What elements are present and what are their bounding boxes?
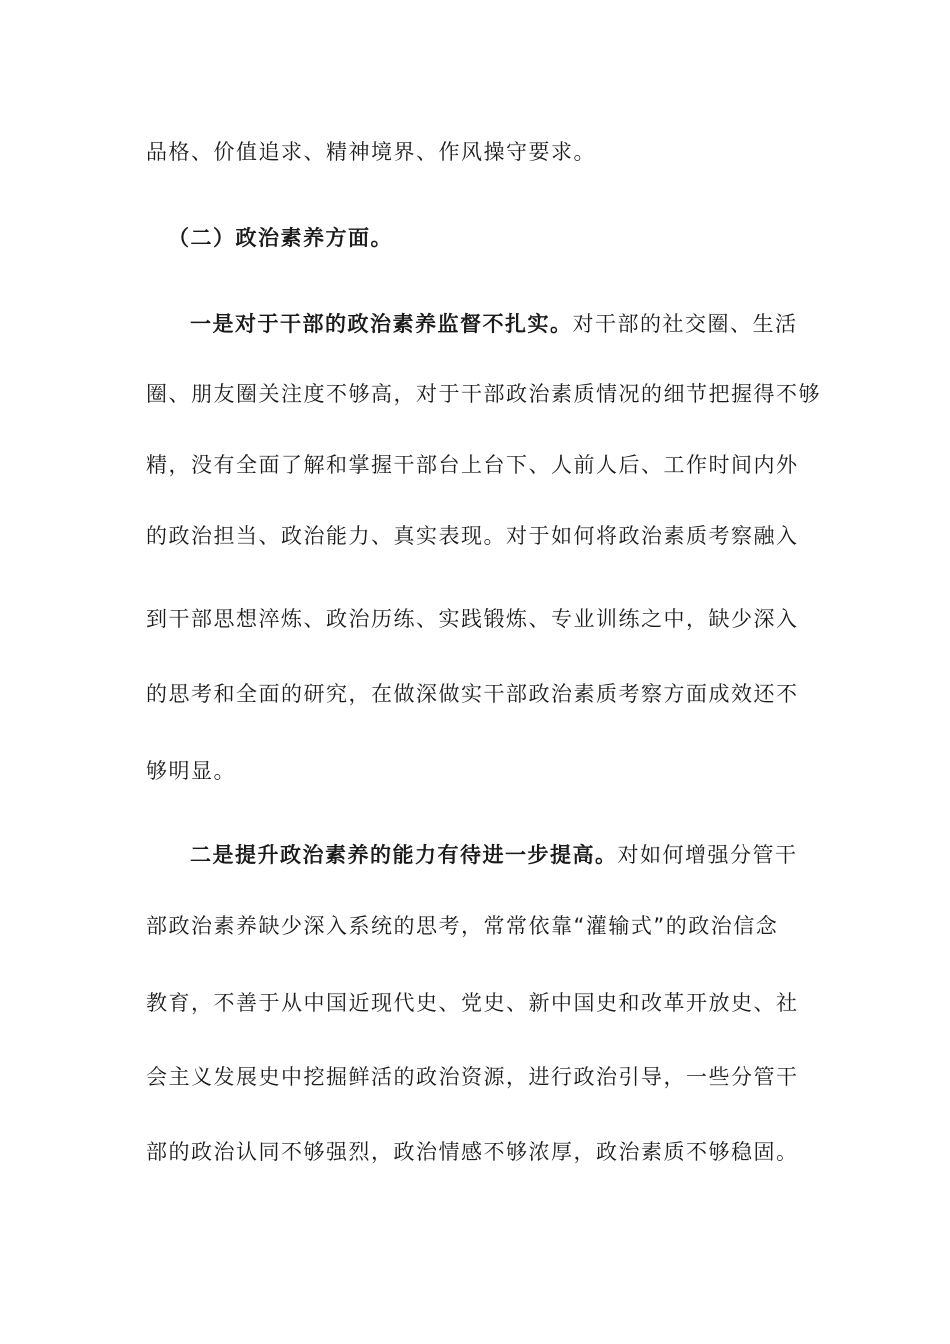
paragraph2-line: 部的政治认同不够强烈，政治情感不够浓厚，政治素质不够稳固。 [146,1140,799,1164]
paragraph1-line: 精，没有全面了解和掌握干部台上台下、人前人后、工作时间内外 [146,453,799,477]
paragraph1-lead: 一是对于干部的政治素养监督不扎实。 [190,312,573,336]
paragraph2-line: 会主义发展史中挖掘鲜活的政治资源，进行政治引导，一些分管干 [146,1065,799,1089]
paragraph1-first-line [190,310,798,338]
continuation-line: 品格、价值追求、精神境界、作风操守要求。 [146,140,596,164]
paragraph2-line: 部政治素养缺少深入系统的思考，常常依靠“灌输式”的政治信念 [146,914,779,938]
paragraph2-line: 对如何增强分管干 [617,843,798,867]
paragraph1-line: 够明显。 [146,759,236,783]
section-heading: （二）政治素养方面。 [168,226,393,250]
paragraph2-line: 教育，不善于从中国近现代史、党史、新中国史和改革开放史、社 [146,991,799,1015]
paragraph1-line: 对干部的社交圈、生活 [572,312,798,336]
paragraph1-line: 的思考和全面的研究，在做深做实干部政治素质考察方面成效还不 [146,682,799,706]
paragraph2-lead: 二是提升政治素养的能力有待进一步提高。 [190,843,618,867]
paragraph2-first-line [190,841,798,869]
paragraph1-line: 圈、朋友圈关注度不够高，对于干部政治素质情况的细节把握得不够 [146,382,821,406]
paragraph1-line: 的政治担当、政治能力、真实表现。对于如何将政治素质考察融入 [146,524,799,548]
paragraph1-line: 到干部思想淬炼、政治历练、实践锻炼、专业训练之中，缺少深入 [146,607,799,631]
